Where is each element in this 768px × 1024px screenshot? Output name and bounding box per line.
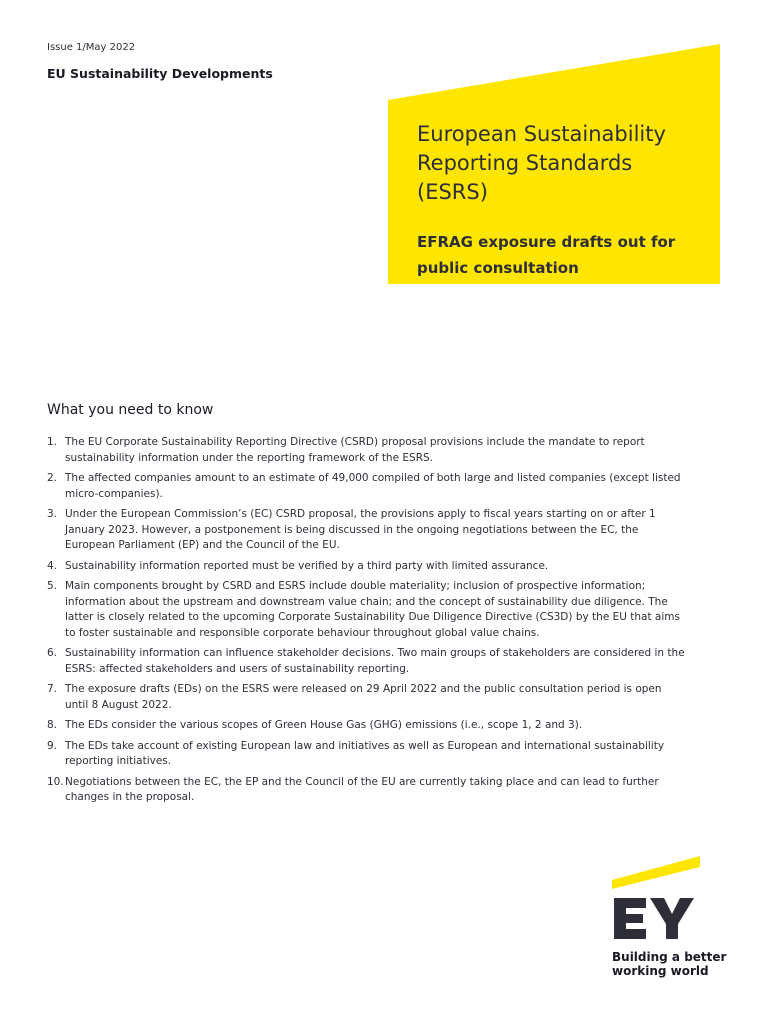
list-item-number: 10. xyxy=(47,775,64,788)
list-item-number: 1. xyxy=(47,436,58,448)
list-item-text: Negotiations between the EC, the EP and the Council of the EU are currently taking place and can lead to further changes in the proposal. xyxy=(65,775,659,803)
list-item-text: Sustainability information reported must be verified by a third party with limited assurance. xyxy=(65,559,549,572)
title-banner xyxy=(388,44,720,284)
list-item xyxy=(47,718,687,734)
list-item-text: The EDs take account of existing European law and initiatives as well as European and international sustainability reporting initiatives. xyxy=(65,739,665,767)
ey-logo-mark xyxy=(612,856,728,948)
list-item-text: Main components brought by CSRD and ESRS include double materiality; inclusion of prospective information; information about the upstream and downstream value chain; and the concept of sustainability due diligence. The latter is closely related to the upcoming Corporate Sustainability Due Diligence Directive (CS3D) by the EU that aims to foster sustainable and responsible corporate behaviour throughout global value chains. xyxy=(65,580,680,639)
list-item xyxy=(47,435,687,466)
list-item xyxy=(47,775,687,806)
document-subtitle: EFRAG exposure drafts out for public consultation xyxy=(417,233,676,277)
ey-logo xyxy=(612,856,728,986)
list-item-text: The exposure drafts (EDs) on the ESRS were released on 29 April 2022 and the public consultation period is open until 8 August 2022. xyxy=(65,683,662,711)
ey-tagline: Building a better working world xyxy=(612,950,727,978)
list-item xyxy=(47,507,687,554)
list-item-text: The affected companies amount to an estimate of 49,000 compiled of both large and listed companies (except listed micro-companies). xyxy=(65,472,681,500)
list-item-number: 5. xyxy=(47,580,58,592)
list-item-text: The EDs consider the various scopes of Green House Gas (GHG) emissions (i.e., scope 1, 2 and 3). xyxy=(65,719,583,731)
list-item-text: The EU Corporate Sustainability Reporting Directive (CSRD) proposal provisions include the mandate to report sustainability information under the reporting framework of the ESRS. xyxy=(65,436,645,464)
series-title: EU Sustainability Developments xyxy=(47,66,273,81)
list-item xyxy=(47,579,687,641)
list-item-text: Under the European Commission’s (EC) CSRD proposal, the provisions apply to fiscal years starting on or after 1 January 2023. However, a postponement is being discussed in the ongoing negotiations between the EC, the European Parliament (EP) and the Council of the EU. xyxy=(65,508,656,551)
list-item-number: 6. xyxy=(47,647,58,659)
list-item xyxy=(47,646,687,677)
list-item xyxy=(47,559,687,575)
list-item-number: 9. xyxy=(47,739,58,752)
section-heading: What you need to know xyxy=(47,402,214,418)
document-title: European Sustainability Reporting Standards (ESRS) xyxy=(417,122,666,204)
list-item xyxy=(47,471,687,502)
list-item-number: 3. xyxy=(47,508,58,520)
issue-label: Issue 1/May 2022 xyxy=(47,42,136,53)
list-item-number: 8. xyxy=(47,719,58,731)
list-item-number: 4. xyxy=(47,559,58,572)
key-points-list xyxy=(47,435,687,811)
list-item-text: Sustainability information can influence stakeholder decisions. Two main groups of stakeholders are considered in the ESRS: affected stakeholders and users of sustainability reporting. xyxy=(65,647,685,675)
list-item xyxy=(47,682,687,713)
list-item xyxy=(47,739,687,770)
list-item-number: 2. xyxy=(47,472,58,484)
list-item-number: 7. xyxy=(47,683,58,695)
